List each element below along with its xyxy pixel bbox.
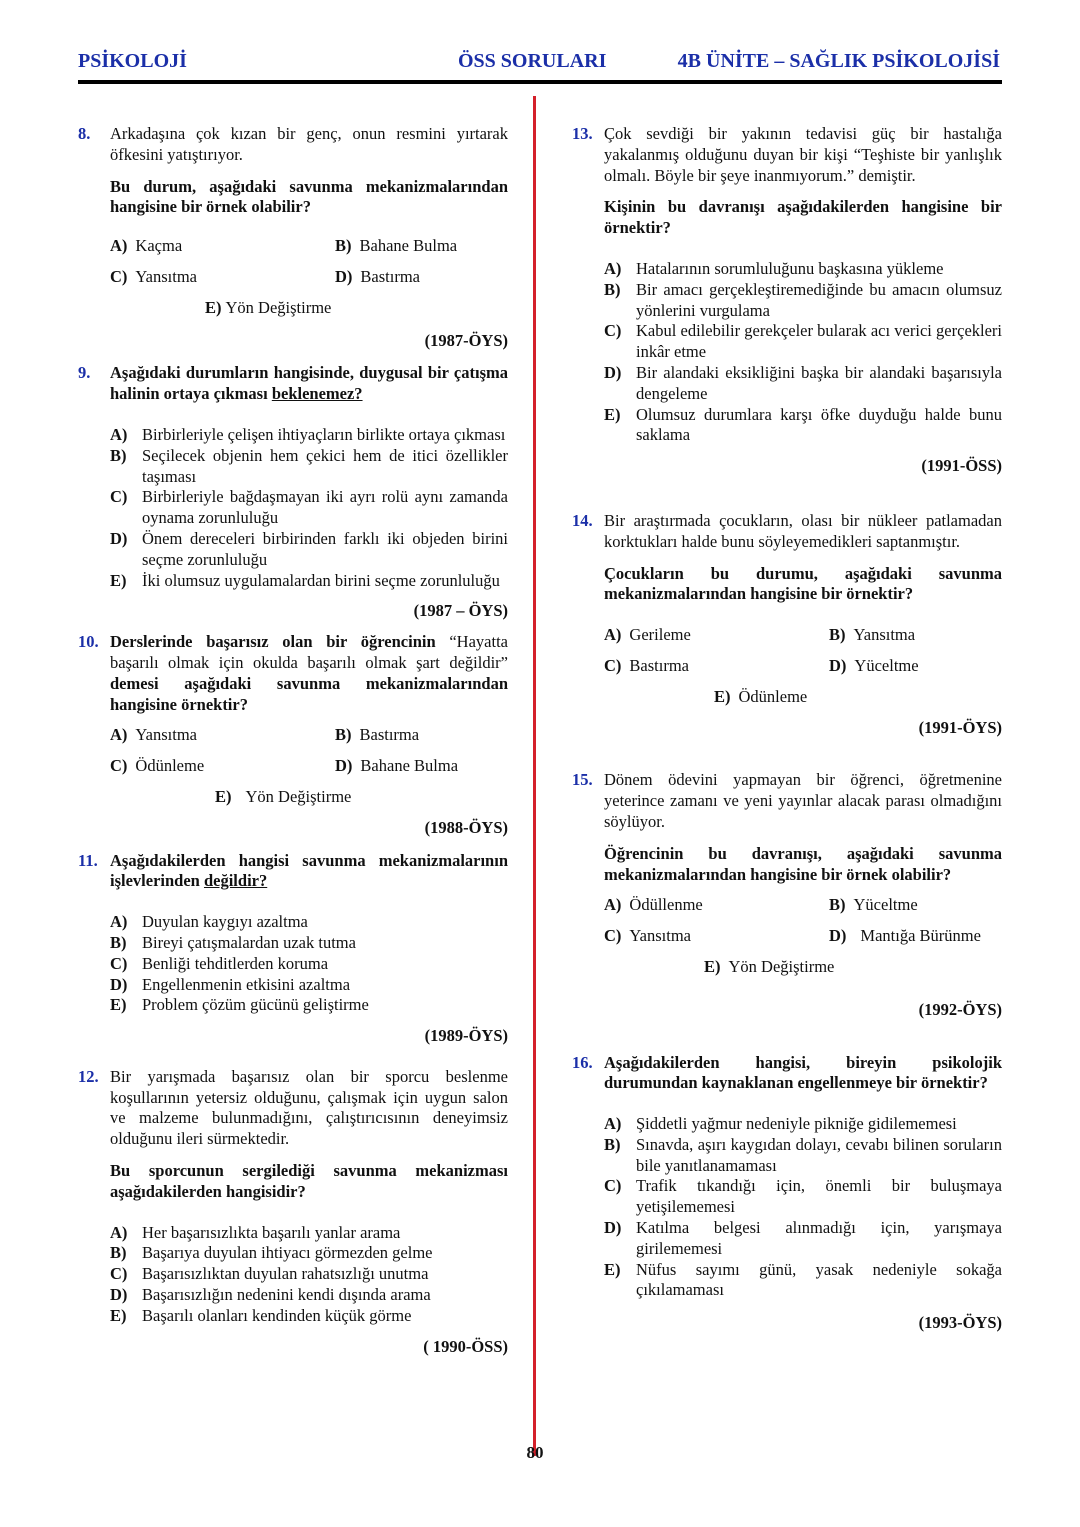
question-number: 12. [78,1066,99,1086]
question-16 [572,1053,1002,1335]
option-b[interactable]: B) Bahane Bulma [335,236,458,256]
option-a[interactable]: A) Hatalarının sorumluluğunu başkasına yükleme [604,258,944,278]
question-12 [78,1067,508,1358]
option-c[interactable]: C) Ödünleme [110,756,205,776]
option-b[interactable]: B) Yüceltme [829,895,918,915]
question-number: 10. [78,632,99,652]
question-prompt: Aşağıdakilerden hangisi savunma mekanizmalarının işlevlerinden değildir? [110,850,508,891]
option-d[interactable]: D) Yüceltme [829,655,919,675]
header-unit: 4B ÜNİTE – SAĞLIK PSİKOLOJİSİ [677,50,1000,72]
option-b[interactable]: B) Yansıtma [829,625,916,645]
option-d[interactable]: D) Başarısızlığın nedenini kendi dışında arama [110,1285,431,1305]
option-b[interactable]: B) Seçilecek objenin hem çekici hem de itici özellikler taşıması [110,445,508,486]
right-column [572,124,1002,1334]
option-c[interactable]: C) Benliği tehditlerden koruma [110,953,329,973]
exam-year: (1991-ÖYS) [918,717,1002,737]
option-b[interactable]: B) Bireyi çatışmalardan uzak tutma [110,932,356,952]
option-c[interactable]: C) Bastırma [604,655,689,675]
question-prompt: Aşağıdakilerden hangisi, bireyin psikolojik durumundan kaynaklanan engellenmeye bir örnektir? [604,1052,1002,1093]
option-e[interactable]: E) Olumsuz durumlara karşı öfke duyduğu halde bunu saklama [604,404,1002,445]
question-number: 9. [78,363,91,383]
question-stem: Çok sevdiği bir yakının tedavisi güç bir hastalığa yakalanmış olduğunu duyan bir kişi “Teşhiste bir yanlışlık olmalı. Böyle bir şeye inanmıyorum.” demiştir. [604,124,1002,185]
option-b[interactable]: B) Bastırma [335,725,420,745]
option-d[interactable]: D) Katılma belgesi alınmadığı için, yarışmaya girilememesi [604,1218,1002,1258]
exam-year: (1989-ÖYS) [424,1026,508,1046]
header-section: ÖSS SORULARI [458,50,607,72]
question-stem: Bir yarışmada başarısız olan bir sporcu beslenme koşullarının yetersiz olduğunu, çalışmak için uygun salon ve malzeme bulunmadığını, çalıştırıcısının deneyimsiz olduğunu ileri sürmektedir. [110,1066,508,1149]
option-a[interactable]: A) Kaçma [110,236,183,256]
option-d[interactable]: D) Bahane Bulma [335,756,459,776]
option-e[interactable]: E) Yön Değiştirme [215,786,352,806]
option-a[interactable]: A) Şiddetli yağmur nedeniyle pikniğe gidilememesi [604,1114,957,1134]
exam-year: (1987 – ÖYS) [413,601,508,621]
question-prompt: Öğrencinin bu davranışı, aşağıdaki savunma mekanizmalarından hangisine bir örnek olabilir? [604,843,1002,884]
column-divider [533,96,536,1456]
option-b[interactable]: B) Sınavda, aşırı kaygıdan dolayı, cevabı bilinen soruların bile yanıtlanamaması [604,1134,1002,1175]
question-11 [78,851,508,1047]
question-stem: Arkadaşına çok kızan bir genç, onun resmini yırtarak öfkesini yatıştırıyor. [110,124,508,164]
header-subject: PSİKOLOJİ [78,50,187,72]
option-a[interactable]: A) Birbirleriyle çelişen ihtiyaçların birlikte ortaya çıkması [110,424,506,444]
option-a[interactable]: A) Yansıtma [110,725,198,745]
question-number: 15. [572,770,593,790]
question-prompt: Bu sporcunun sergilediği savunma mekanizması aşağıdakilerden hangisidir? [110,1161,508,1201]
exam-year: (1987-ÖYS) [424,330,508,350]
question-9 [78,363,508,622]
option-e[interactable]: E) Ödünleme [714,686,808,706]
question-prompt: Aşağıdaki durumların hangisinde, duygusal bir çatışma halinin ortaya çıkması beklenemez? [110,363,508,404]
option-a[interactable]: A) Her başarısızlıkta başarılı yanlar arama [110,1222,401,1242]
question-10 [78,632,508,838]
option-d[interactable]: D) Bastırma [335,266,420,286]
option-c[interactable]: C) Birbirleriyle bağdaşmayan iki ayrı rolü aynı zamanda oynama zorunluluğu [110,487,508,528]
question-8 [78,124,508,351]
option-b[interactable]: B) Başarıya duyulan ihtiyacı görmezden gelme [110,1243,433,1263]
option-a[interactable]: A) Gerileme [604,625,691,645]
option-e[interactable]: E) Nüfus sayımı günü, yasak nedeniyle sokağa çıkılamaması [604,1259,1002,1300]
exam-year: (1992-ÖYS) [918,999,1002,1019]
option-c[interactable]: C) Başarısızlıktan duyulan rahatsızlığı unutma [110,1264,429,1284]
option-d[interactable]: D) Engellenmenin etkisini azaltma [110,974,351,994]
option-e[interactable]: E) İki olumsuz uygulamalardan birini seçme zorunluluğu [110,570,500,590]
question-number: 8. [78,124,91,143]
option-d[interactable]: D) Mantığa Bürünme [829,926,981,946]
header-rule [78,80,1002,84]
question-prompt: Derslerinde başarısız olan bir öğrencinin “Hayatta başarılı olmak için okulda başarılı olmak şart değildir” demesi aşağıdaki savunma mekanizmalarından hangisine örnektir? [110,632,508,714]
exam-year: (1988-ÖYS) [424,817,508,837]
question-number: 11. [78,850,98,870]
page-header [78,50,1000,78]
option-c[interactable]: C) Kabul edilebilir gerekçeler bularak acı verici gerçekleri inkâr etme [604,321,1002,362]
question-14 [572,511,1002,738]
option-a[interactable]: A) Ödüllenme [604,895,703,915]
option-c[interactable]: C) Yansıtma [604,926,692,946]
option-e[interactable]: E) Başarılı olanları kendinden küçük görme [110,1305,412,1325]
question-stem: Dönem ödevini yapmayan bir öğrenci, öğretmenine yeterince zamanı ve yeni yayınlar alacak parası olmadığını söylüyor. [604,770,1002,831]
question-13 [572,124,1002,477]
option-d[interactable]: D) Bir alandaki eksikliğini başka bir alandaki başarısıyla dengeleme [604,362,1002,403]
question-stem: Bir araştırmada çocukların, olası bir nükleer patlamadan korktukları halde bunu söyleyemedikleri saptanmıştır. [604,510,1002,551]
question-number: 14. [572,510,593,530]
question-prompt: Bu durum, aşağıdaki savunma mekanizmalarından hangisine bir örnek olabilir? [110,176,508,217]
option-a[interactable]: A) Duyulan kaygıyı azaltma [110,912,308,932]
option-e[interactable]: E) Problem çözüm gücünü geliştirme [110,995,369,1015]
left-column [78,124,508,1357]
option-c[interactable]: C) Trafik tıkandığı için, önemli bir buluşmaya yetişilememesi [604,1176,1002,1217]
exam-year: (1991-ÖSS) [921,456,1002,476]
question-number: 16. [572,1052,593,1072]
page-number: 80 [526,1443,544,1462]
exam-year: ( 1990-ÖSS) [423,1336,508,1356]
exam-year: (1993-ÖYS) [918,1313,1002,1333]
option-e[interactable]: E) Yön Değiştirme [704,956,835,976]
option-e[interactable]: E) Yön Değiştirme [205,297,332,317]
question-prompt: Çocukların bu durumu, aşağıdaki savunma mekanizmalarından hangisine bir örnektir? [604,563,1002,604]
question-15 [572,770,1002,1020]
question-prompt: Kişinin bu davranışı aşağıdakilerden hangisine bir örnektir? [604,197,1002,238]
question-number: 13. [572,124,593,143]
option-c[interactable]: C) Yansıtma [110,266,198,286]
option-d[interactable]: D) Önem dereceleri birbirinden farklı iki objeden birini seçme zorunluluğu [110,528,508,569]
option-b[interactable]: B) Bir amacı gerçekleştiremediğinde bu amacın olumsuz yönlerini vurgulama [604,279,1002,320]
